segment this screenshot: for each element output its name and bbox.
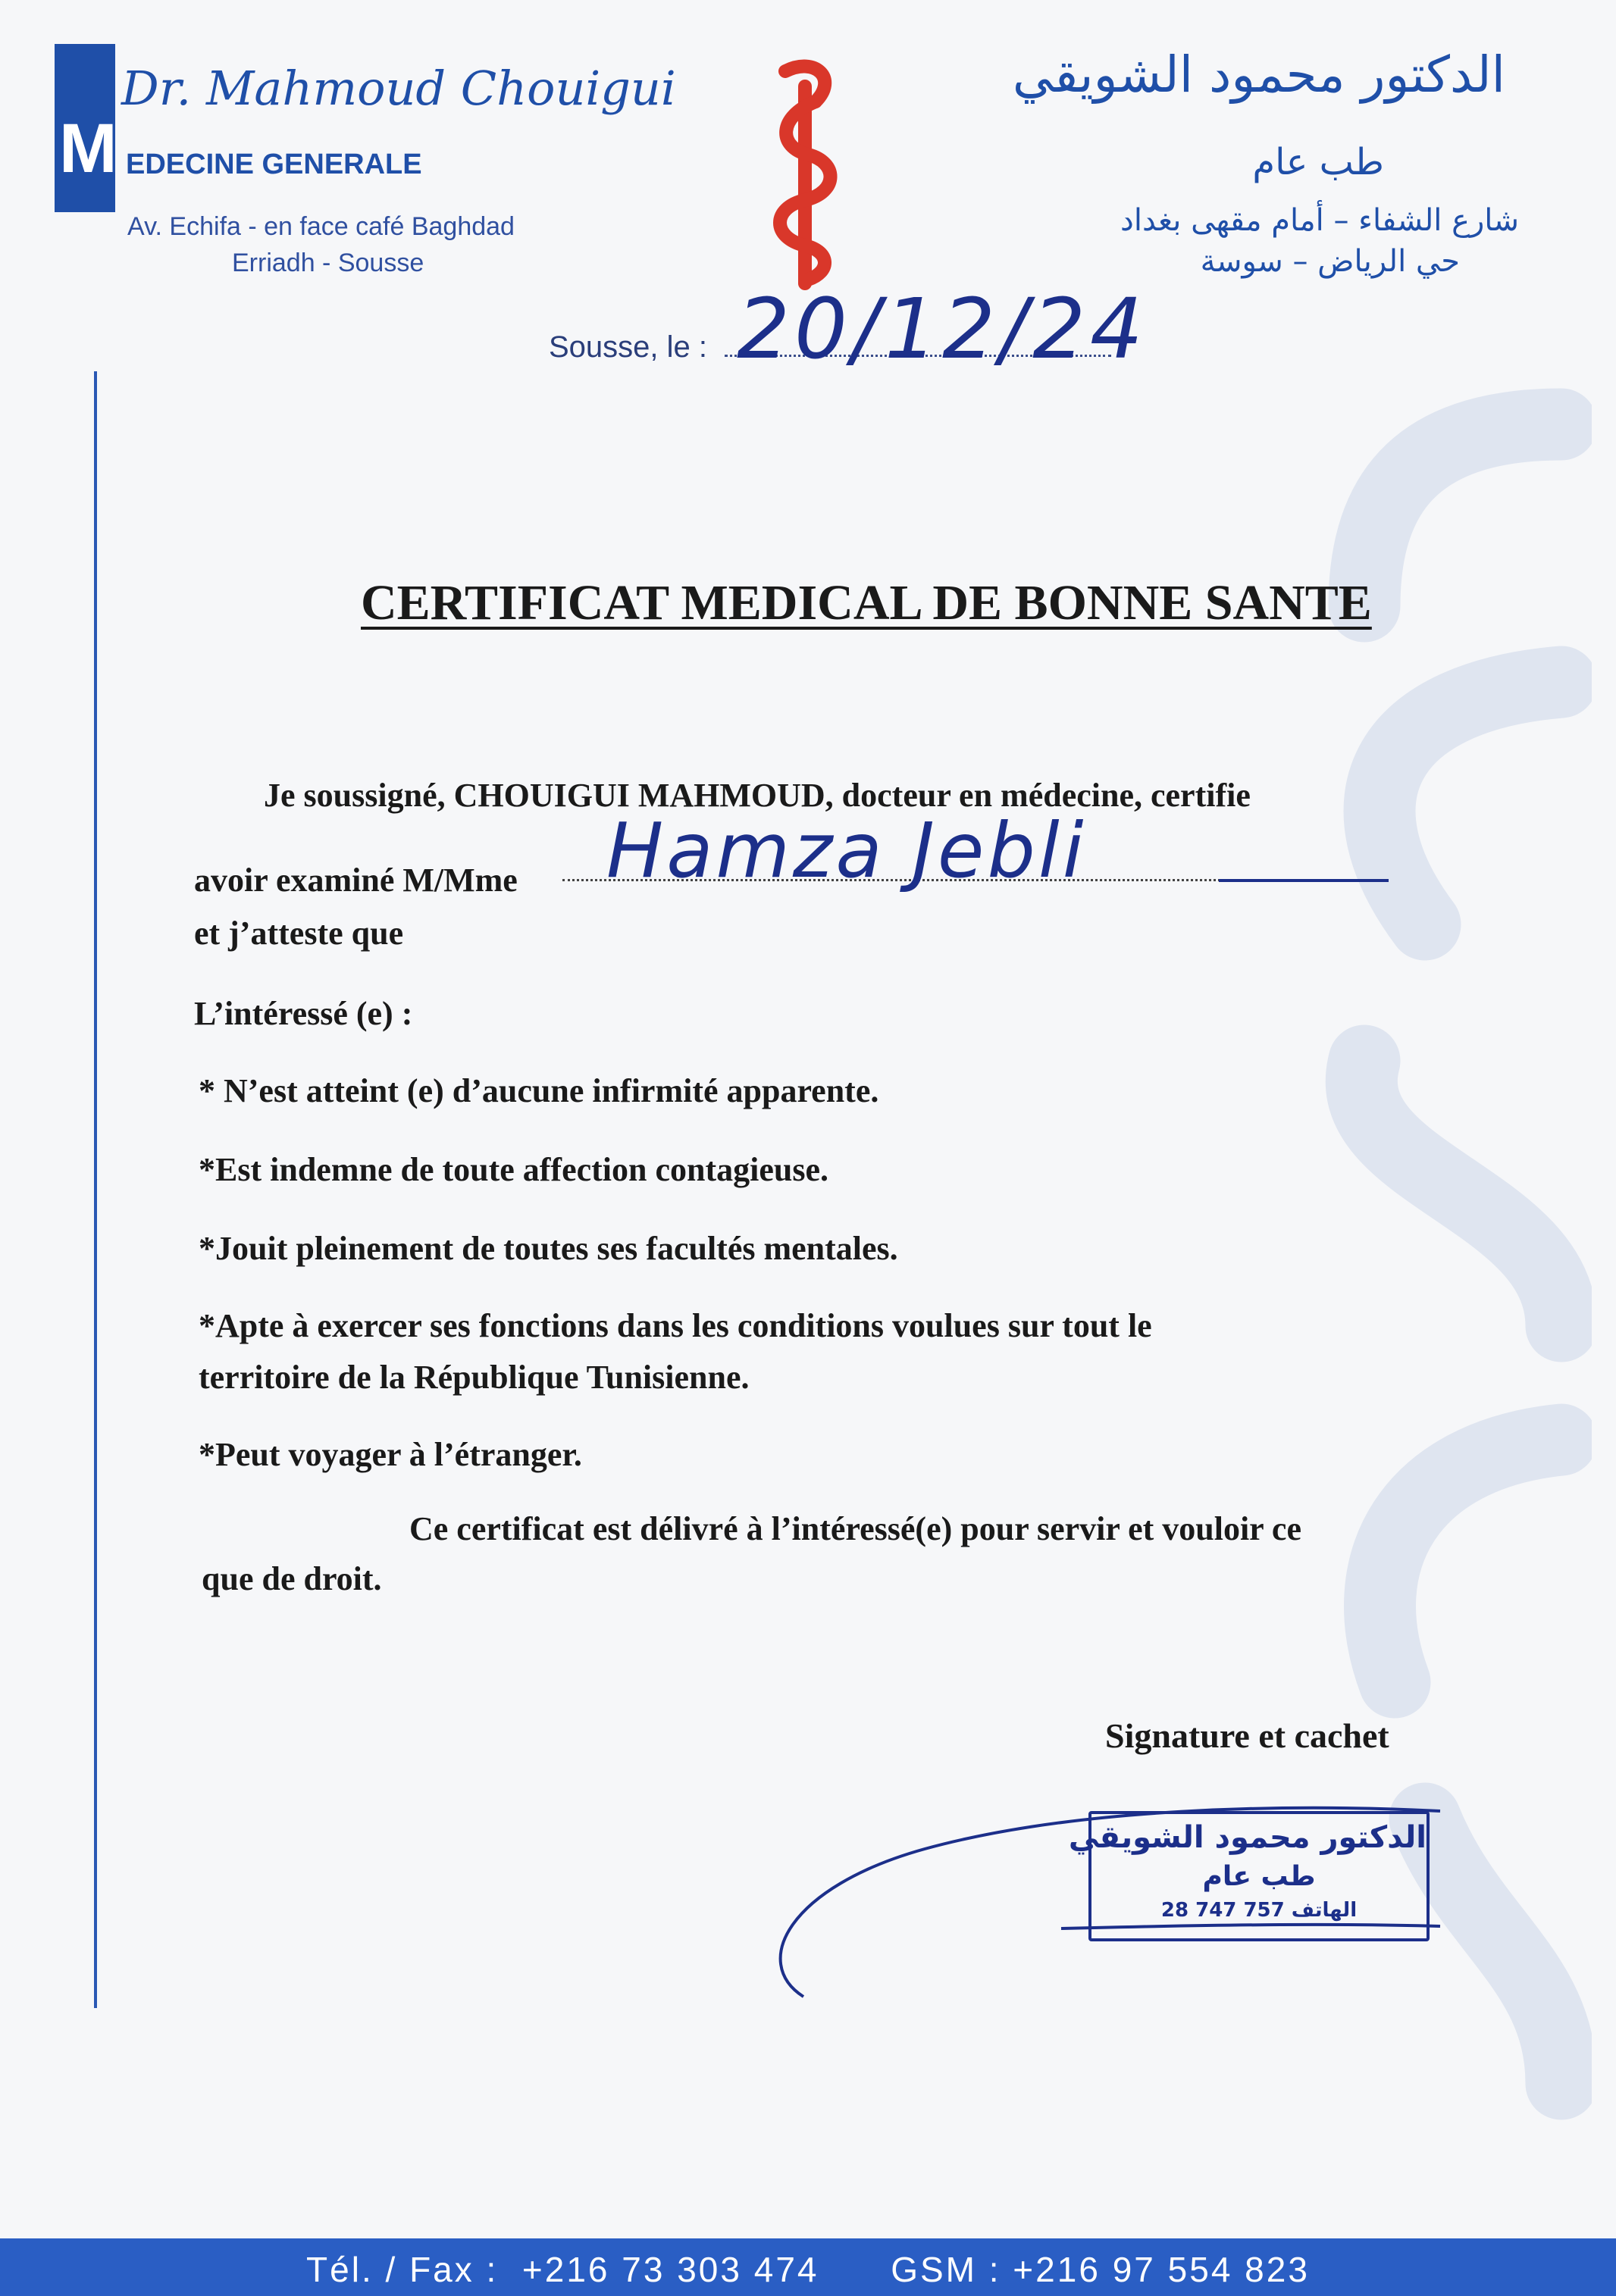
footer-contacts	[0, 2249, 1616, 2290]
footer-tel-fax: Tél. / Fax : +216 73 303 474	[306, 2250, 819, 2289]
stamp-specialty: طب عام	[1202, 1861, 1316, 1892]
closing-line-1: Ce certificat est délivré à l’intéressé(e) pour servir et vouloir ce	[409, 1510, 1301, 1547]
closing-line-2: que de droit.	[202, 1560, 382, 1597]
specialty: EDECINE GENERALE	[126, 149, 422, 180]
stamp-doctor-name: الدكتور محمود الشويقي	[1068, 1820, 1427, 1855]
footer-bar	[0, 2238, 1616, 2296]
address-line-1: Av. Echifa - en face café Baghdad	[127, 212, 515, 241]
list-item: *Est indemne de toute affection contagieuse.	[199, 1151, 829, 1188]
logo-letter: M	[59, 110, 117, 187]
list-item: *Peut voyager à l’étranger.	[199, 1436, 582, 1473]
certificate-title: CERTIFICAT MEDICAL DE BONNE SANTE	[361, 575, 1372, 630]
patient-name-underline	[1219, 879, 1389, 882]
date-label: Sousse, le :	[549, 330, 708, 364]
left-margin-rule	[94, 371, 97, 2008]
address-line-2: Erriadh - Sousse	[232, 249, 424, 277]
handwritten-date: 20/12/24	[737, 280, 1148, 377]
arabic-doctor-name: الدكتور محمود الشويقي	[1012, 45, 1505, 104]
arabic-address-line-2: حي الرياض – سوسة	[1200, 244, 1460, 279]
arabic-address-line-1: شارع الشفاء – أمام مقهى بغداد	[1120, 203, 1519, 238]
caduceus-icon	[763, 56, 847, 291]
intro-line-3: et j’atteste que	[194, 915, 404, 952]
intro-line-2-label: avoir examiné M/Mme	[194, 862, 518, 899]
doctor-stamp	[1068, 1811, 1430, 1941]
subject-label: L’intéressé (e) :	[194, 995, 413, 1032]
list-item: *Jouit pleinement de toutes ses facultés mentales.	[199, 1230, 898, 1267]
stamp-phone: 28 747 757 الهاتف	[1160, 1899, 1358, 1922]
list-item: * N’est atteint (e) d’aucune infirmité apparente.	[199, 1072, 879, 1109]
arabic-specialty: طب عام	[1252, 141, 1384, 183]
footer-gsm: GSM : +216 97 554 823	[891, 2250, 1310, 2289]
list-item: territoire de la République Tunisienne.	[199, 1359, 750, 1396]
intro-line-1: Je soussigné, CHOUIGUI MAHMOUD, docteur en médecine, certifie	[264, 777, 1251, 814]
list-item: *Apte à exercer ses fonctions dans les conditions voulues sur tout le	[199, 1307, 1152, 1344]
signature-label: Signature et cachet	[1105, 1716, 1389, 1755]
handwritten-patient-name: Hamza Jebli	[606, 806, 1087, 895]
doctor-name: Dr. Mahmoud Chouigui	[121, 61, 676, 116]
